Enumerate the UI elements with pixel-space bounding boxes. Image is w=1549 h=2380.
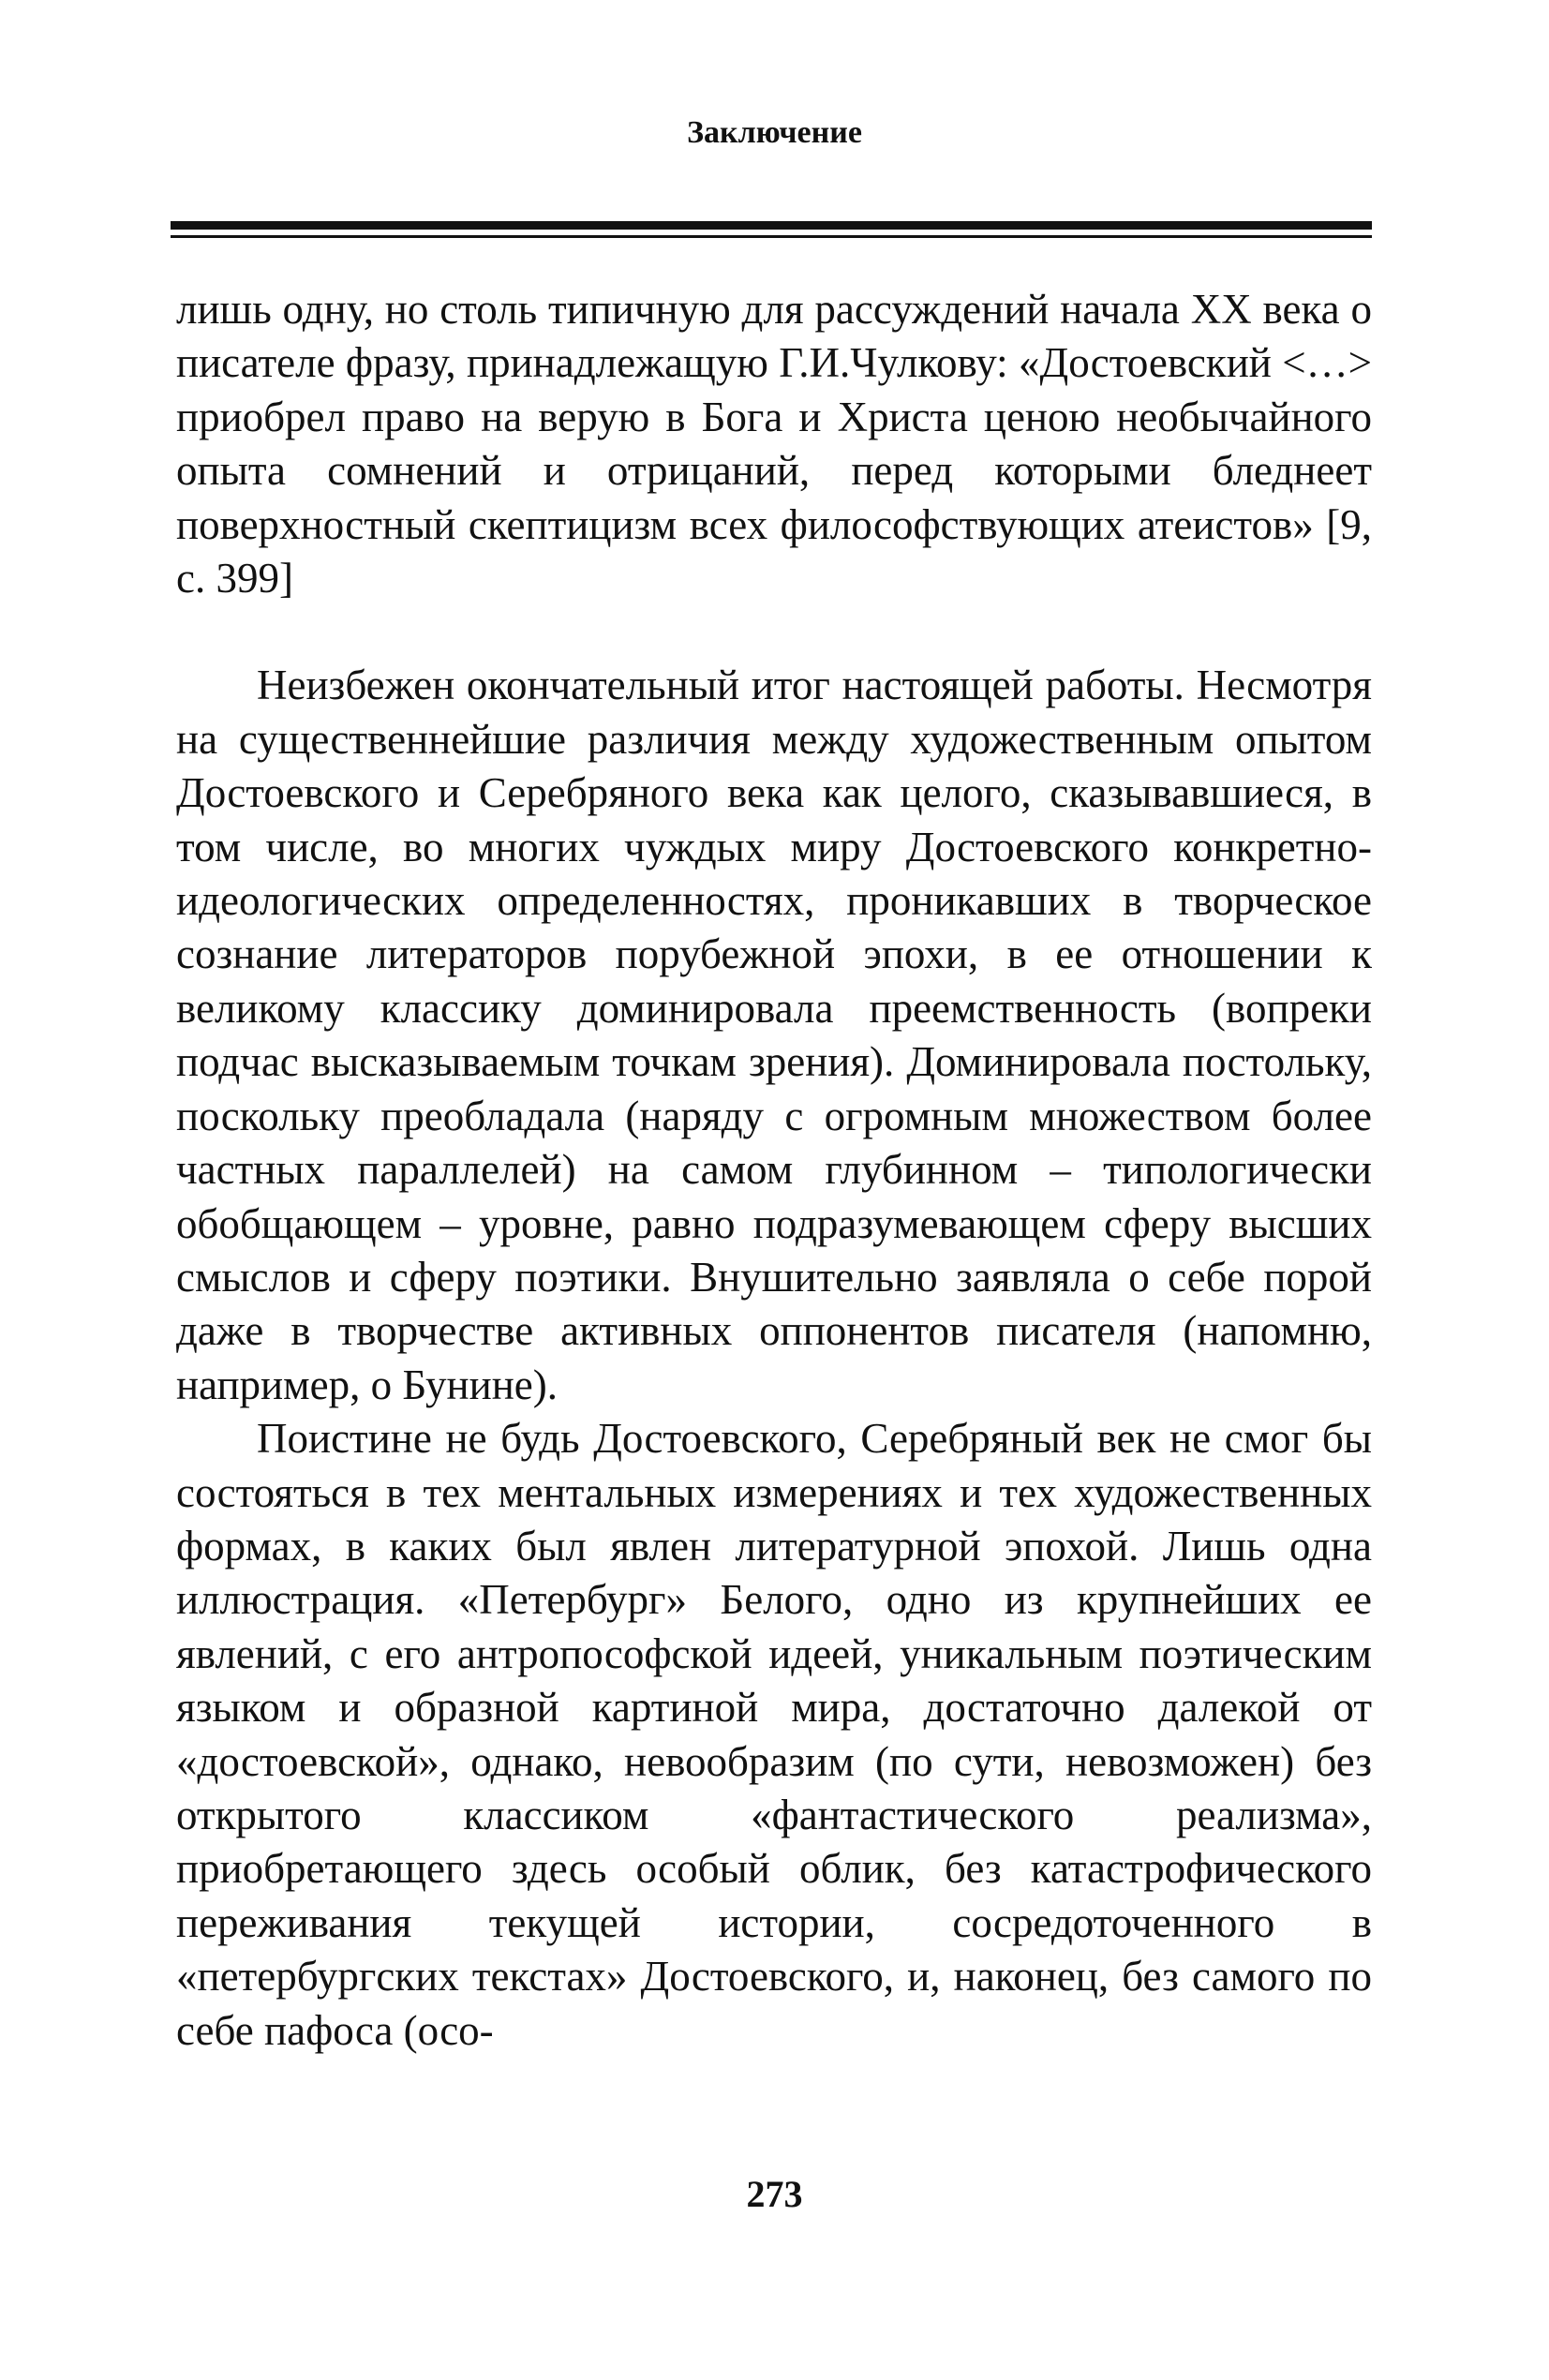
- running-header: Заключение: [687, 115, 862, 150]
- paragraph: Поистине не будь Достоевского, Серебряный век не смог бы состояться в тех ментальных измерениях и тех художественных формах, в каких был явлен литературной эпохой. Лишь одна иллюстрация. «Петербург» Белого, одно из крупнейших ее явлений, с его антропософской идеей, уникальным поэтическим языком и образной картиной мира, достаточно далекой от «достоевской», однако, невообразим (по сути, невозможен) без открытого классиком «фантастического реализма», приобретающего здесь особый облик, без катастрофического переживания текущей истории, сосредоточенного в «петербургских текстах» Достоевского, и, наконец, без самого по себе пафоса (осо-: [176, 1415, 1372, 2054]
- header-rule-thick: [171, 221, 1372, 230]
- header-rule-thin: [171, 235, 1372, 238]
- paragraph: Неизбежен окончательный итог настоящей работы. Несмотря на существеннейшие различия между художественным опытом Достоевского и Серебряного века как целого, сказывавшиеся, в том числе, во многих чуждых миру Достоевского конкретно-идеологических определенностях, проникавших в творческое сознание литераторов порубежной эпохи, в ее отношении к великому классику доминировала преемственность (вопреки подчас высказываемым точкам зрения). Доминировала постольку, поскольку преобладала (наряду с огромным множеством более частных параллелей) на самом глубинном – типологически обобщающем – уровне, равно подразумевающем сферу высших смыслов и сферу поэтики. Внушительно заявляла о себе порой даже в творчестве активных оппонентов писателя (напомню, например, о Бунине).: [176, 662, 1372, 1408]
- paragraph-continued: лишь одну, но столь типичную для рассуждений начала XX века о писателе фразу, принадлежащую Г.И.Чулкову: «Достоевский <…> приобрел право на верую в Бога и Христа ценою необычайного опыта сомнений и отрицаний, перед которыми бледнеет поверхностный скептицизм всех философствующих атеистов» [9, с. 399]: [176, 286, 1372, 602]
- page-number: 273: [746, 2173, 803, 2215]
- page-body: [176, 283, 1372, 2058]
